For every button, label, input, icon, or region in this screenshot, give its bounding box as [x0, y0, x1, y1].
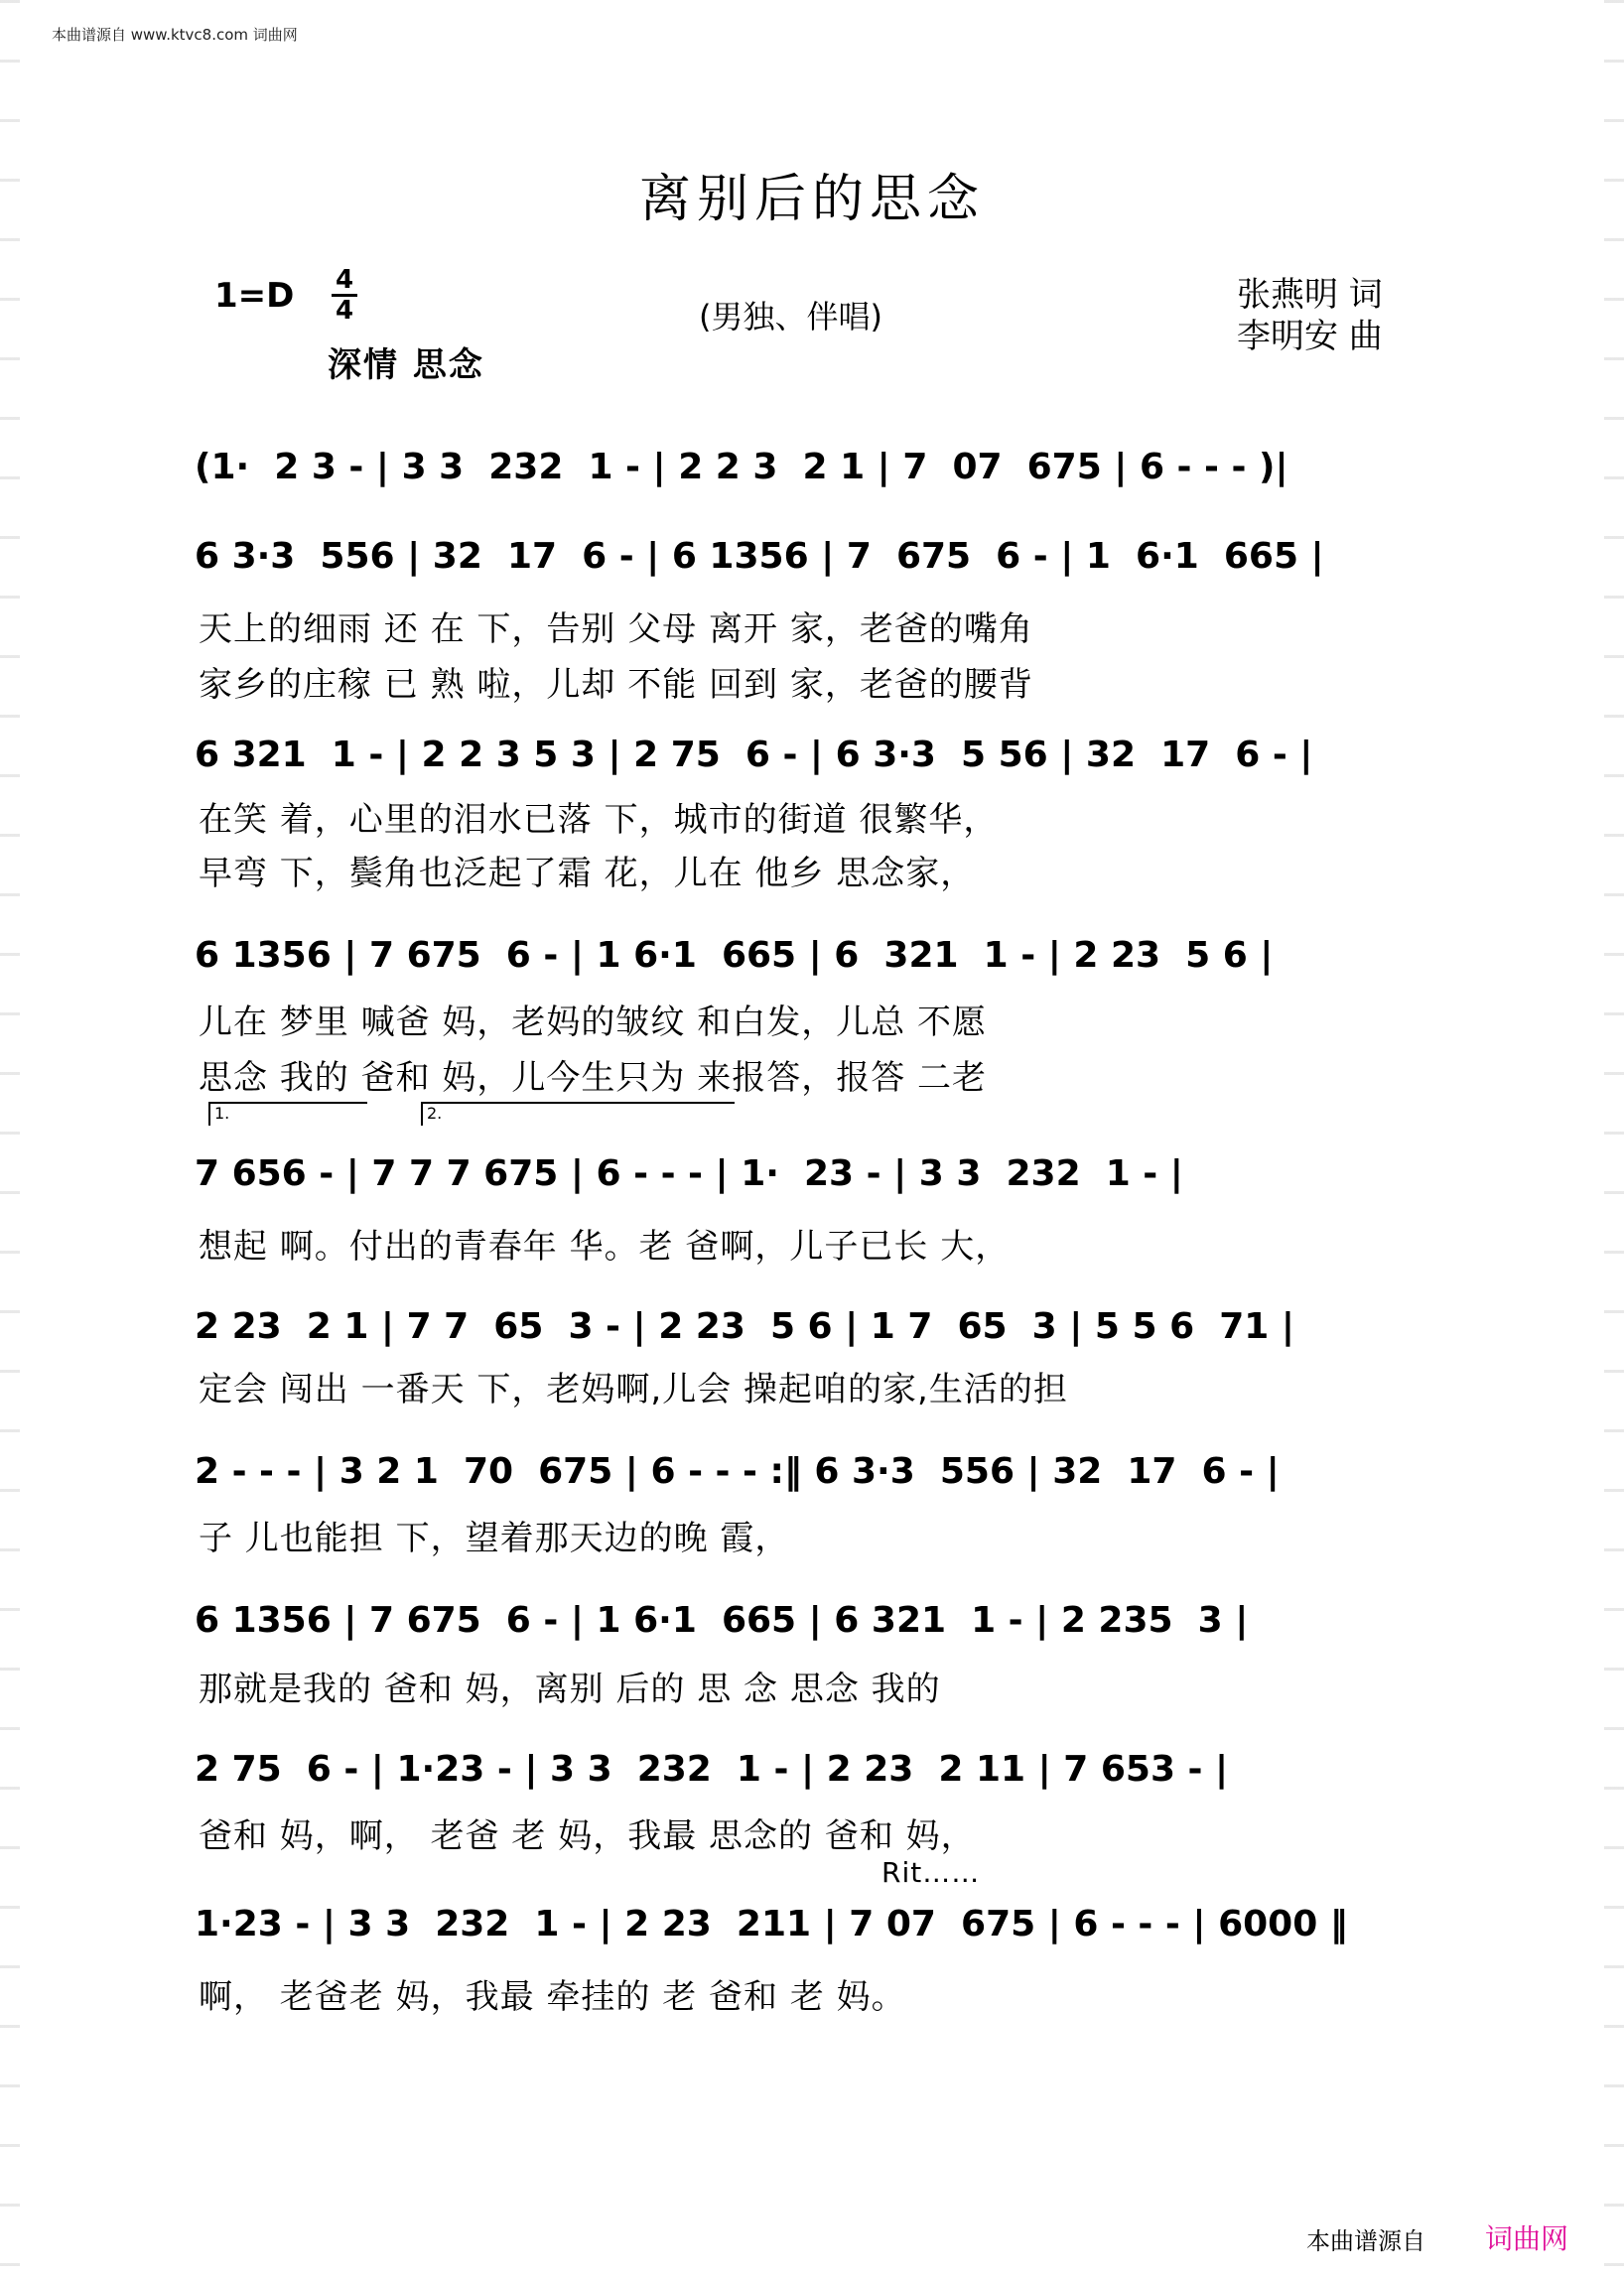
score-line-5-notes: 7 656 - | 7 7 7 675 | 6 - - - | 1· 23 - | 3 3 232 1 - |: [195, 1153, 1183, 1194]
score-line-4-lyric-1: 儿在 梦里 喊爸 妈，老妈的皱纹 和白发，儿总 不愿: [199, 1003, 988, 1042]
score-line-3-notes: 6 321 1 - | 2 2 3 5 3 | 2 75 6 - | 6 3·3 5 56 | 32 17 6 - |: [195, 735, 1313, 775]
credits: [1237, 274, 1383, 357]
score-line-10-notes: 1·23 - | 3 3 232 1 - | 2 23 211 | 7 07 675 | 6 - - - | 6000 ‖: [195, 1904, 1348, 1944]
score-line-6-lyric-1: 定会 闯出 一番天 下，老妈啊,儿会 操起咱的家,生活的担: [199, 1370, 1068, 1409]
second-ending-bracket: 2.: [421, 1102, 735, 1126]
performance-note: (男独、伴唱): [699, 298, 882, 335]
left-margin-strip: [0, 0, 20, 2278]
right-margin-strip: [1604, 0, 1624, 2278]
score-line-4-lyric-2: 思念 我的 爸和 妈，儿今生只为 来报答，报答 二老: [199, 1058, 988, 1098]
score-line-9-lyric-1: 爸和 妈，啊， 老爸 老 妈，我最 思念的 爸和 妈，: [199, 1816, 976, 1856]
score-line-1-notes: (1· 2 3 - | 3 3 232 1 - | 2 2 3 2 1 | 7 07 675 | 6 - - - )|: [195, 447, 1288, 487]
score-line-2-lyric-1: 天上的细雨 还 在 下，告别 父母 离开 家，老爸的嘴角: [199, 609, 1033, 649]
ritardando-mark: Rit……: [881, 1856, 981, 1889]
time-signature-top: 4: [335, 265, 354, 295]
time-signature-bottom: 4: [332, 294, 357, 325]
score-line-5-lyric-1: 想起 啊。付出的青春年 华。老 爸啊，儿子已长 大，: [199, 1227, 1011, 1267]
song-title: 离别后的思念: [638, 170, 985, 229]
score-line-6-notes: 2 23 2 1 | 7 7 65 3 - | 2 23 5 6 | 1 7 65 3 | 5 5 6 71 |: [195, 1306, 1294, 1347]
first-ending-bracket: 1.: [208, 1102, 367, 1126]
score-line-3-lyric-1: 在笑 着，心里的泪水已落 下，城市的街道 很繁华，: [199, 800, 999, 840]
score-line-2-notes: 6 3·3 556 | 32 17 6 - | 6 1356 | 7 675 6 - | 1 6·1 665 |: [195, 536, 1324, 577]
score-line-8-lyric-1: 那就是我的 爸和 妈，离别 后的 思 念 思念 我的: [199, 1670, 941, 1709]
score-line-10-lyric-1: 啊， 老爸老 妈，我最 牵挂的 老 爸和 老 妈。: [199, 1977, 906, 2017]
footer-source: 本曲谱源自: [1306, 2227, 1425, 2255]
score-line-7-notes: 2 - - - | 3 2 1 70 675 | 6 - - - :‖ 6 3·3 556 | 32 17 6 - |: [195, 1451, 1280, 1492]
score-line-7-lyric-1: 子 儿也能担 下，望着那天边的晚 霞，: [199, 1519, 790, 1558]
footer-site-link[interactable]: 词曲网: [1484, 2222, 1568, 2255]
key-signature: 1=D: [214, 276, 295, 316]
score-line-9-notes: 2 75 6 - | 1·23 - | 3 3 232 1 - | 2 23 2 11 | 7 653 - |: [195, 1749, 1229, 1790]
score-line-3-lyric-2: 早弯 下，鬓角也泛起了霜 花，儿在 他乡 思念家，: [199, 854, 976, 893]
lyricist-credit: 张燕明 词: [1237, 275, 1383, 315]
score-line-8-notes: 6 1356 | 7 675 6 - | 1 6·1 665 | 6 321 1 - | 2 235 3 |: [195, 1600, 1249, 1641]
composer-credit: 李明安 曲: [1237, 317, 1383, 356]
score-line-4-notes: 6 1356 | 7 675 6 - | 1 6·1 665 | 6 321 1 - | 2 23 5 6 |: [195, 935, 1274, 976]
score-line-2-lyric-2: 家乡的庄稼 已 熟 啦，儿却 不能 回到 家，老爸的腰背: [199, 665, 1033, 705]
time-signature: [332, 266, 357, 325]
source-header: 本曲谱源自 www.ktvc8.com 词曲网: [52, 26, 298, 44]
tempo-mark: 深情 思念: [328, 345, 484, 385]
